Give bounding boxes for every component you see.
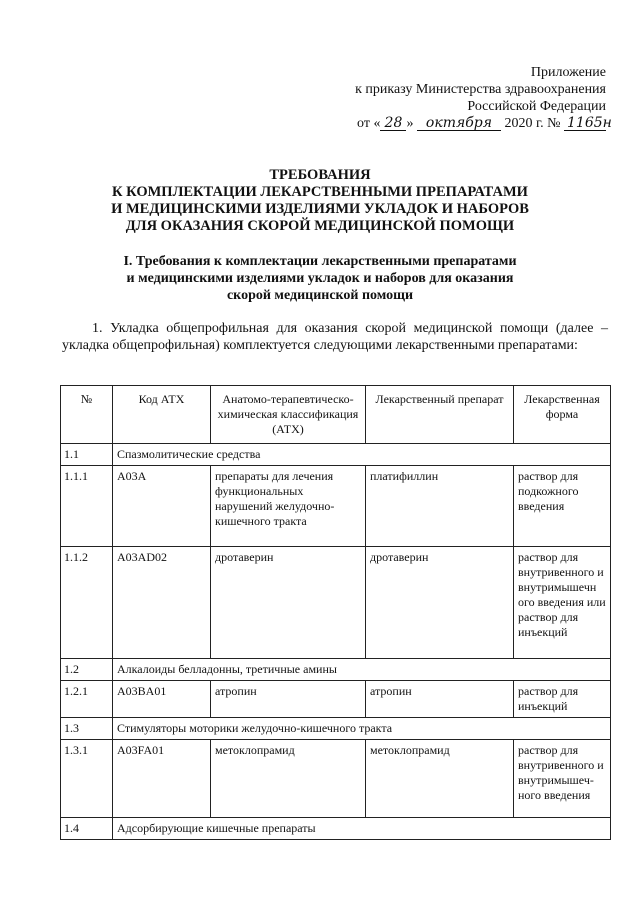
row-num: 1.1.2 — [61, 547, 113, 659]
handwritten-month: октября — [417, 116, 501, 131]
header-num: № — [61, 386, 113, 444]
header-form: Лекарственная форма — [514, 386, 611, 444]
row-code: A03FA01 — [113, 740, 211, 818]
row-atc: дротаверин — [211, 547, 366, 659]
group-num: 1.2 — [61, 659, 113, 681]
row-atc: препараты для лечения функциональных нарушений желудочно-кишечного тракта — [211, 466, 366, 547]
date-mid: » — [406, 116, 414, 131]
table-row — [61, 466, 611, 547]
annex-title: Приложение — [530, 65, 606, 80]
annex-ministry-line: Российской Федерации — [467, 99, 606, 114]
row-form: раствор для инъекций — [514, 681, 611, 718]
row-form: раствор для подкожного введения — [514, 466, 611, 547]
group-row — [61, 444, 611, 466]
row-form: раствор для внутривенного и внутримышечн ого введения или раствор для инъекций — [514, 547, 611, 659]
header-code: Код АТХ — [113, 386, 211, 444]
handwritten-day: 28 — [380, 116, 406, 131]
group-row — [61, 718, 611, 740]
table-row — [61, 547, 611, 659]
annex-date-line — [306, 115, 612, 132]
section-line: скорой медицинской помощи — [226, 288, 414, 303]
row-drug: дротаверин — [366, 547, 514, 659]
year-text: 2020 г. № — [504, 116, 561, 131]
group-num: 1.3 — [61, 718, 113, 740]
title-line: ТРЕБОВАНИЯ — [269, 167, 371, 183]
section-heading — [80, 253, 560, 304]
row-form: раствор для внутривенного и внутримышеч-ного введения — [514, 740, 611, 818]
group-num: 1.1 — [61, 444, 113, 466]
group-name: Спазмолитические средства — [113, 444, 611, 466]
handwritten-order-number: 1165н — [564, 116, 606, 131]
title-line: И МЕДИЦИНСКИМИ ИЗДЕЛИЯМИ УКЛАДОК И НАБОРОВ — [111, 201, 529, 217]
row-drug: атропин — [366, 681, 514, 718]
table-row — [61, 681, 611, 718]
row-atc: метоклопрамид — [211, 740, 366, 818]
group-num: 1.4 — [61, 818, 113, 840]
date-prefix: от « — [357, 116, 381, 131]
paragraph-1: 1. Укладка общепрофильная для оказания скорой медицинской помощи (далее – укладка общепрофильная) комплектуется следующими лекарственными препаратами: — [62, 321, 608, 353]
row-code: A03BA01 — [113, 681, 211, 718]
row-num: 1.3.1 — [61, 740, 113, 818]
table-row — [61, 740, 611, 818]
annex-order-line: к приказу Министерства здравоохранения — [355, 82, 606, 97]
group-row — [61, 659, 611, 681]
row-code: A03A — [113, 466, 211, 547]
row-drug: метоклопрамид — [366, 740, 514, 818]
row-num: 1.2.1 — [61, 681, 113, 718]
drugs-table — [60, 385, 611, 840]
group-name: Алкалоиды белладонны, третичные амины — [113, 659, 611, 681]
row-num: 1.1.1 — [61, 466, 113, 547]
row-code: A03AD02 — [113, 547, 211, 659]
document-title — [60, 167, 580, 235]
section-line: I. Требования к комплектации лекарственными препаратами — [123, 254, 517, 269]
section-line: и медицинскими изделиями укладок и наборов для оказания — [126, 271, 514, 286]
title-line: К КОМПЛЕКТАЦИИ ЛЕКАРСТВЕННЫМИ ПРЕПАРАТАМИ — [112, 184, 528, 200]
row-atc: атропин — [211, 681, 366, 718]
annex-block — [306, 64, 612, 132]
group-row — [61, 818, 611, 840]
header-atc: Анатомо-терапевтическо-химическая классификация (АТХ) — [211, 386, 366, 444]
group-name: Стимуляторы моторики желудочно-кишечного тракта — [113, 718, 611, 740]
group-name: Адсорбирующие кишечные препараты — [113, 818, 611, 840]
row-drug: платифиллин — [366, 466, 514, 547]
table-header-row — [61, 386, 611, 444]
title-line: ДЛЯ ОКАЗАНИЯ СКОРОЙ МЕДИЦИНСКОЙ ПОМОЩИ — [125, 218, 515, 234]
header-drug: Лекарственный препарат — [366, 386, 514, 444]
